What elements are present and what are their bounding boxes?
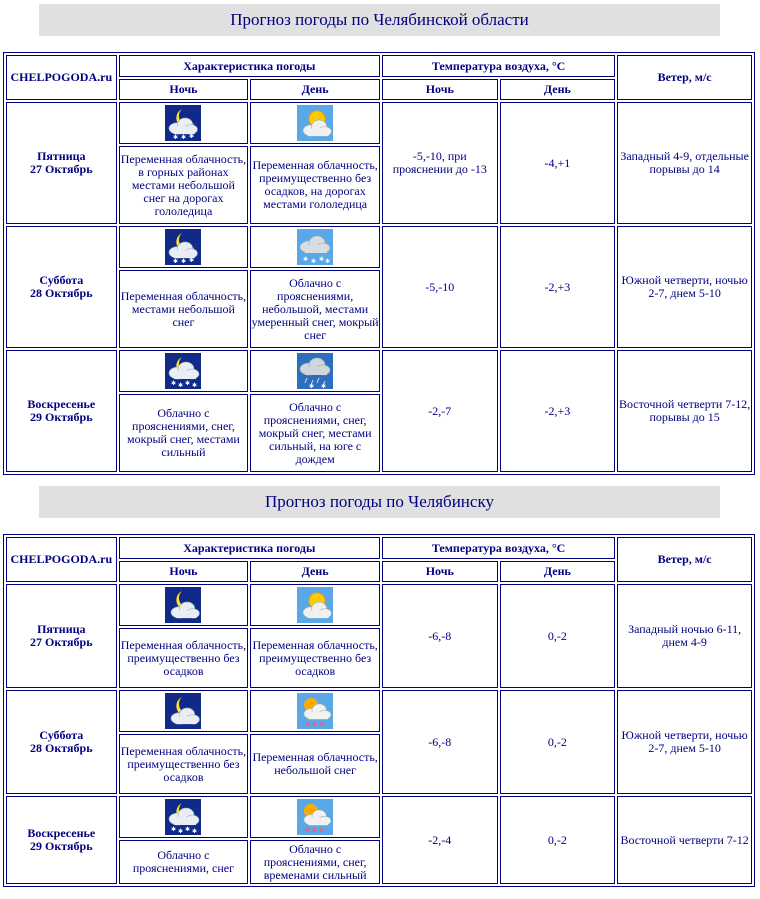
brand-label: CHELPOGODA.ru <box>6 55 117 100</box>
svg-text:✱ ✱ ✱: ✱ ✱ ✱ <box>305 721 325 728</box>
day-icon-cell <box>250 226 380 268</box>
night-icon-cell <box>119 690 249 732</box>
weather-day-header: День <box>250 79 380 100</box>
svg-text:✱: ✱ <box>192 382 198 389</box>
wind-header: Ветер, м/с <box>617 55 752 100</box>
moon-cloudy-snow-icon <box>165 353 201 389</box>
svg-text:✱: ✱ <box>319 256 325 263</box>
sun-partly-cloudy-icon <box>297 105 333 141</box>
day-desc-cell: Облачно с прояснениями, небольшой, местами умеренный снег, мокрый снег <box>250 270 380 348</box>
night-icon-cell <box>119 102 249 144</box>
day-icon-cell <box>250 584 380 626</box>
svg-text:✱: ✱ <box>321 383 327 389</box>
weather-char-header: Характеристика погоды <box>119 537 380 559</box>
sun-partly-cloudy-icon <box>297 587 333 623</box>
temp-day-cell: 0,-2 <box>500 796 616 884</box>
svg-text:✱: ✱ <box>325 258 331 265</box>
svg-text:✱: ✱ <box>173 258 179 265</box>
day-icon-cell <box>250 796 380 838</box>
night-desc-cell: Облачно с прояснениями, снег <box>119 840 249 884</box>
svg-text:✱: ✱ <box>171 826 177 833</box>
svg-text:✱: ✱ <box>192 828 198 835</box>
cloudy-snow-icon <box>297 229 333 265</box>
day-icon-cell <box>250 350 380 392</box>
temp-night-cell: -5,-10 <box>382 226 498 348</box>
svg-text:✱: ✱ <box>189 257 195 264</box>
temp-day-cell: 0,-2 <box>500 584 616 688</box>
wind-cell: Западный ночью 6-11, днем 4-9 <box>617 584 752 688</box>
night-icon-cell <box>119 584 249 626</box>
wind-cell: Восточной четверти 7-12 <box>617 796 752 884</box>
moon-partly-cloudy-icon <box>165 693 201 729</box>
wind-cell: Южной четверти, ночью 2-7, днем 5-10 <box>617 226 752 348</box>
region-forecast-title: Прогноз погоды по Челябинской области <box>39 4 720 36</box>
wind-cell: Южной четверти, ночью 2-7, днем 5-10 <box>617 690 752 794</box>
temp-day-cell: -2,+3 <box>500 350 616 472</box>
temp-day-cell: -4,+1 <box>500 102 616 224</box>
sun-cloudy-snow-icon <box>297 693 333 729</box>
svg-text:✱: ✱ <box>185 826 191 833</box>
city-forecast-title: Прогноз погоды по Челябинску <box>39 486 720 518</box>
day-icon-cell <box>250 690 380 732</box>
wind-cell: Западный 4-9, отдельные порывы до 14 <box>617 102 752 224</box>
wind-cell: Восточной четверти 7-12, порывы до 15 <box>617 350 752 472</box>
day-label: Воскресенье 29 Октябрь <box>6 350 117 472</box>
city-forecast-table <box>3 534 755 887</box>
night-desc-cell: Облачно с прояснениями, снег, мокрый снег, местами сильный <box>119 394 249 472</box>
temperature-header: Температура воздуха, °C <box>382 55 615 77</box>
temp-night-cell: -6,-8 <box>382 584 498 688</box>
svg-text:✱: ✱ <box>309 383 315 389</box>
night-icon-cell <box>119 796 249 838</box>
moon-partly-cloudy-snow-icon <box>165 105 201 141</box>
temp-day-header: День <box>500 561 616 582</box>
night-icon-cell <box>119 350 249 392</box>
temp-night-header: Ночь <box>382 561 498 582</box>
day-label: Пятница 27 Октябрь <box>6 102 117 224</box>
temp-night-cell: -2,-4 <box>382 796 498 884</box>
temp-night-cell: -6,-8 <box>382 690 498 794</box>
svg-text:✱ ✱ ✱: ✱ ✱ ✱ <box>305 827 325 834</box>
weather-night-header: Ночь <box>119 79 249 100</box>
day-desc-cell: Облачно с прояснениями, снег, временами сильный <box>250 840 380 884</box>
svg-text:✱: ✱ <box>303 256 309 263</box>
cloudy-snow-night-icon <box>165 799 201 835</box>
night-desc-cell: Переменная облачность, местами небольшой снег <box>119 270 249 348</box>
temp-night-header: Ночь <box>382 79 498 100</box>
temp-day-cell: 0,-2 <box>500 690 616 794</box>
day-desc-cell: Облачно с прояснениями, снег, мокрый снег, местами сильный, на юге с дождем <box>250 394 380 472</box>
cloudy-rain-snow-icon <box>297 353 333 389</box>
night-desc-cell: Переменная облачность, преимущественно без осадков <box>119 734 249 794</box>
day-label: Суббота 28 Октябрь <box>6 690 117 794</box>
temp-night-cell: -2,-7 <box>382 350 498 472</box>
night-desc-cell: Переменная облачность, в горных районах местами небольшой снег на дорогах гололедица <box>119 146 249 224</box>
sun-cloudy-snow-icon <box>297 799 333 835</box>
day-label: Пятница 27 Октябрь <box>6 584 117 688</box>
day-label: Суббота 28 Октябрь <box>6 226 117 348</box>
svg-text:✱: ✱ <box>171 380 177 387</box>
day-desc-cell: Переменная облачность, небольшой снег <box>250 734 380 794</box>
region-forecast-table <box>3 52 755 475</box>
moon-partly-cloudy-snow-icon <box>165 229 201 265</box>
weather-night-header: Ночь <box>119 561 249 582</box>
day-label: Воскресенье 29 Октябрь <box>6 796 117 884</box>
temp-day-header: День <box>500 79 616 100</box>
night-desc-cell: Переменная облачность, преимущественно без осадков <box>119 628 249 688</box>
temperature-header: Температура воздуха, °C <box>382 537 615 559</box>
svg-text:✱: ✱ <box>185 380 191 387</box>
svg-text:✱: ✱ <box>173 134 179 141</box>
night-icon-cell <box>119 226 249 268</box>
day-icon-cell <box>250 102 380 144</box>
svg-text:✱: ✱ <box>311 258 317 265</box>
weather-day-header: День <box>250 561 380 582</box>
svg-text:✱: ✱ <box>178 382 184 389</box>
day-desc-cell: Переменная облачность, преимущественно без осадков, на дорогах местами гололедица <box>250 146 380 224</box>
weather-char-header: Характеристика погоды <box>119 55 380 77</box>
brand-label: CHELPOGODA.ru <box>6 537 117 582</box>
svg-text:✱: ✱ <box>181 134 187 141</box>
temp-night-cell: -5,-10, при прояснении до -13 <box>382 102 498 224</box>
wind-header: Ветер, м/с <box>617 537 752 582</box>
moon-partly-cloudy-icon <box>165 587 201 623</box>
svg-text:✱: ✱ <box>181 258 187 265</box>
day-desc-cell: Переменная облачность, преимущественно без осадков <box>250 628 380 688</box>
svg-text:✱: ✱ <box>178 828 184 835</box>
svg-text:✱: ✱ <box>189 133 195 140</box>
temp-day-cell: -2,+3 <box>500 226 616 348</box>
